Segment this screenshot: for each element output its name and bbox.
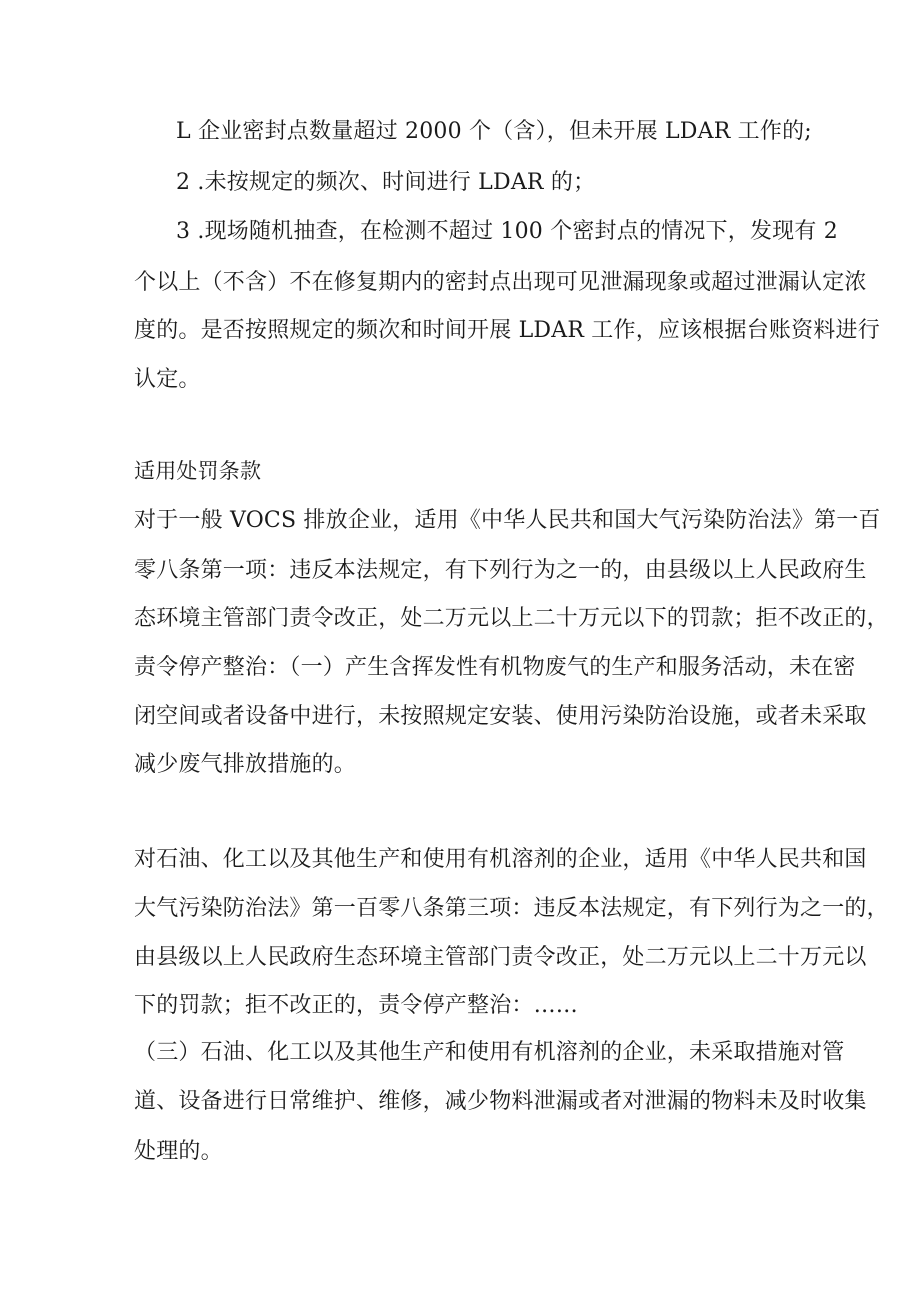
list-item-3-line-1: 3 .现场随机抽查，在检测不超过 100 个密封点的情况下，发现有 2: [176, 219, 838, 244]
para3-line-1: （三）石油、化工以及其他生产和使用有机溶剂的企业，未采取措施对管: [134, 1040, 845, 1065]
list-item-3-line-4: 认定。: [134, 367, 201, 392]
para1-line-6: 减少废气排放措施的。: [134, 752, 357, 777]
para2-line-2: 大气污染防治法》第一百零八条第三项：违反本法规定，有下列行为之一的，: [134, 896, 889, 921]
para2-line-1: 对石油、化工以及其他生产和使用有机溶剂的企业，适用《中华人民共和国: [134, 847, 867, 872]
para1-line-3: 态环境主管部门责令改正，处二万元以上二十万元以下的罚款；拒不改正的，: [134, 606, 889, 631]
para1-line-4: 责令停产整治：（一）产生含挥发性有机物废气的生产和服务活动，未在密: [134, 655, 856, 680]
para2-line-4: 下的罚款；拒不改正的，责令停产整治：……: [134, 993, 579, 1018]
list-item-3-line-2: 个以上（不含）不在修复期内的密封点出现可见泄漏现象或超过泄漏认定浓: [134, 270, 867, 295]
list-item-2: 2 .未按规定的频次、时间进行 LDAR 的；: [176, 170, 596, 195]
para1-line-2: 零八条第一项：违反本法规定，有下列行为之一的，由县级以上人民政府生: [134, 558, 867, 583]
para2-line-3: 由县级以上人民政府生态环境主管部门责令改正，处二万元以上二十万元以: [134, 945, 867, 970]
para3-line-2: 道、设备进行日常维护、维修，减少物料泄漏或者对泄漏的物料未及时收集: [134, 1089, 867, 1114]
para3-line-3: 处理的。: [134, 1139, 223, 1164]
section-heading: 适用处罚条款: [134, 459, 262, 483]
para1-line-1: 对于一般 VOCS 排放企业，适用《中华人民共和国大气污染防治法》第一百: [134, 508, 881, 533]
list-item-3-line-3: 度的。是否按照规定的频次和时间开展 LDAR 工作，应该根据台账资料进行: [134, 318, 880, 343]
para1-line-5: 闭空间或者设备中进行，未按照规定安装、使用污染防治设施，或者未采取: [134, 704, 867, 729]
list-item-1: L 企业密封点数量超过 2000 个（含），但未开展 LDAR 工作的;: [176, 119, 812, 144]
